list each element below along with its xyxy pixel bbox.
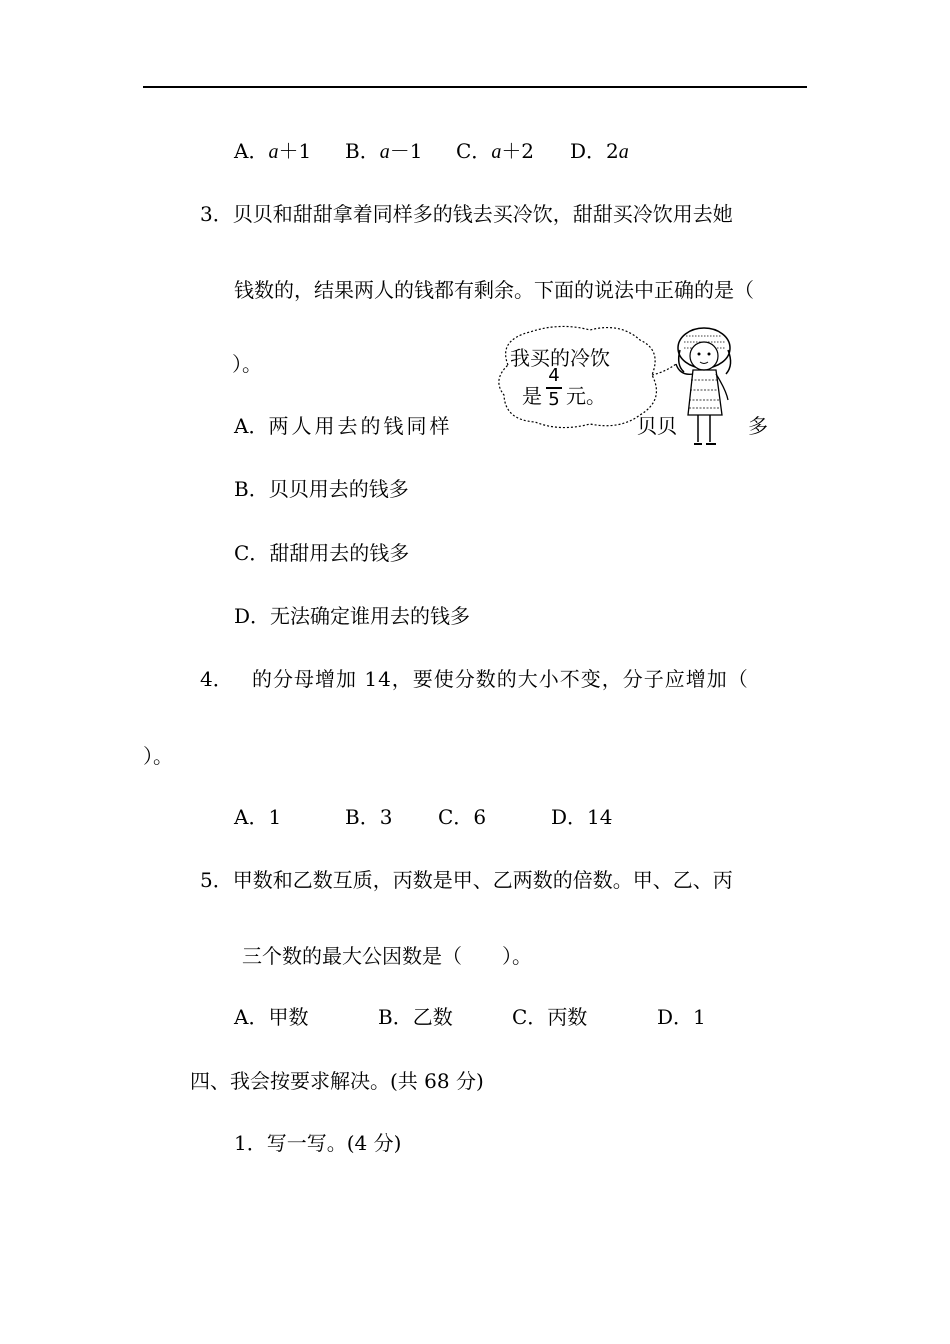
q3-stem-line1: 3．贝贝和甜甜拿着同样多的钱去买冷饮，甜甜买冷饮用去她 <box>200 202 733 226</box>
q4-number: 4． <box>200 667 233 691</box>
q3-stem-line2: 钱数的，结果两人的钱都有剩余。下面的说法中正确的是（ <box>234 278 754 302</box>
q5-number: 5． <box>200 868 233 892</box>
q3-number: 3． <box>200 202 233 226</box>
q3-illustration <box>490 320 750 460</box>
q4-option-a[interactable]: A．1 <box>234 805 282 829</box>
q5-stem-line2: 三个数的最大公因数是（ ）。 <box>242 944 532 968</box>
q4-option-b[interactable]: B．3 <box>345 805 393 829</box>
q3-option-c[interactable]: C．甜甜用去的钱多 <box>234 541 410 565</box>
q5-option-d[interactable]: D．1 <box>657 1005 706 1029</box>
q3-option-a-tail: 多 <box>748 414 768 438</box>
q5-option-b[interactable]: B．乙数 <box>378 1005 453 1029</box>
q5-option-c[interactable]: C．丙数 <box>512 1005 588 1029</box>
q3-stem-line3: ）。 <box>232 352 262 376</box>
q2-option-c[interactable]: C．a＋2 <box>456 139 535 163</box>
q5-option-a[interactable]: A．甲数 <box>234 1005 309 1029</box>
q4-stem-line1: 的分母增加 14，要使分数的大小不变，分子应增加（ <box>252 667 749 691</box>
q3-option-d[interactable]: D．无法确定谁用去的钱多 <box>234 604 471 628</box>
q4-stem-line2: ）。 <box>143 744 173 768</box>
bubble-fraction <box>546 366 562 410</box>
q5-stem-line1: 5．甲数和乙数互质，丙数是甲、乙两数的倍数。甲、乙、丙 <box>200 868 733 892</box>
q2-option-d[interactable]: D．2a <box>570 139 629 163</box>
q4-option-d[interactable]: D．14 <box>551 805 613 829</box>
bubble-line2-post: 元。 <box>566 384 606 408</box>
q2-option-b[interactable]: B．a－1 <box>345 139 423 163</box>
q3-option-b[interactable]: B．贝贝用去的钱多 <box>234 477 409 501</box>
q2-option-a[interactable]: A．a＋1 <box>234 139 312 163</box>
illustration-caption: 贝贝 <box>637 414 677 438</box>
fraction-denominator: 5 <box>548 388 560 410</box>
q4-option-c[interactable]: C．6 <box>438 805 487 829</box>
q3-option-a[interactable]: A．两人用去的钱同样 <box>234 414 453 438</box>
section-heading: 四、我会按要求解决。(共 68 分) <box>190 1069 484 1093</box>
fraction-numerator: 4 <box>548 365 560 386</box>
header-rule <box>143 86 807 88</box>
section-item-1: 1．写一写。(4 分) <box>234 1131 402 1155</box>
bubble-line1: 我买的冷饮 <box>510 346 610 370</box>
bubble-line2-pre: 是 <box>522 384 542 408</box>
